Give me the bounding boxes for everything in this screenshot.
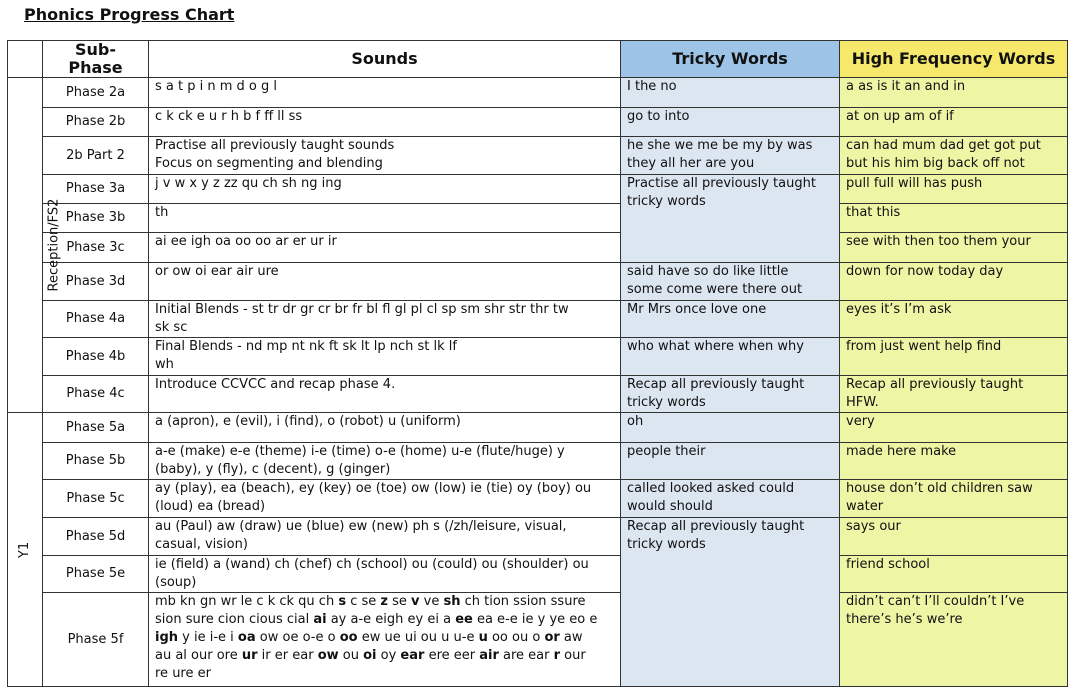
hfw-cell [840,338,1068,376]
cell-line: Practise all previously taught sounds [155,138,395,153]
sounds-header: Sounds [149,41,621,78]
cell-line: tricky words [627,537,706,552]
sounds-cell [149,263,621,301]
tricky-words-header: Tricky Words [621,41,840,78]
tricky-words-cell [621,413,840,443]
sub-phase-cell: Phase 2a [43,78,149,108]
sounds-cell [149,480,621,518]
grapheme-text: ow oe o-e o [255,630,340,645]
bold-grapheme: z [380,594,388,609]
sub-phase-cell: Phase 3b [43,204,149,233]
cell-line: (loud) ea (bread) [155,499,266,514]
cell-line: from just went help find [846,339,1002,354]
sub-phase-cell: Phase 3c [43,233,149,263]
sounds-cell [149,443,621,480]
grapheme-text: oy [376,648,401,663]
bold-grapheme: ear [400,648,425,663]
hfw-cell [840,233,1068,263]
bold-grapheme: oo [339,630,358,645]
grapheme-text: re ure er [155,666,211,681]
sounds-cell [149,413,621,443]
hfw-cell [840,413,1068,443]
tricky-words-cell [621,301,840,338]
header-row [8,41,1068,78]
grapheme-text: ew ue ui ou u u-e [357,630,479,645]
cell-line: house don’t old children saw [846,481,1033,496]
grapheme-text: se [387,594,412,609]
table-row [8,137,1068,175]
tricky-words-cell [621,78,840,108]
cell-line: oh [627,414,644,429]
sub-phase-cell: Phase 5b [43,443,149,480]
sounds-cell [149,376,621,413]
cell-line: said have so do like little [627,264,789,279]
cell-line: made here make [846,444,957,459]
hfw-cell [840,137,1068,175]
sub-phase-cell: Phase 3a [43,175,149,204]
table-row [8,556,1068,593]
cell-line: they all her are you [627,156,755,171]
hfw-cell [840,443,1068,480]
sub-phase-cell: Phase 4b [43,338,149,376]
cell-line: go to into [627,109,690,124]
bold-grapheme: ee [455,612,473,627]
table-row [8,338,1068,376]
grapheme-text: ve [419,594,444,609]
cell-line: Recap all previously taught [627,377,805,392]
page-title: Phonics Progress Chart [24,5,235,24]
cell-line: would should [627,499,713,514]
cell-line [155,647,614,665]
hfw-cell [840,263,1068,301]
table-row [8,518,1068,556]
cell-line: Introduce CCVCC and recap phase 4. [155,377,396,392]
table-row [8,204,1068,233]
hfw-cell [840,556,1068,593]
grapheme-text: au al our ore [155,648,242,663]
hfw-cell [840,518,1068,556]
table-row [8,263,1068,301]
cell-line: Mr Mrs once love one [627,302,767,317]
hfw-cell [840,175,1068,204]
bold-grapheme: s [338,594,347,609]
bold-grapheme: sh [443,594,461,609]
sub-phase-cell: Phase 3d [43,263,149,301]
hfw-header: High Frequency Words [840,41,1068,78]
sounds-cell [149,338,621,376]
cell-line: he she we me be my by was [627,138,813,153]
grapheme-text: our [560,648,586,663]
sub-phase-cell: 2b Part 2 [43,137,149,175]
cell-line: I the no [627,79,677,94]
bold-grapheme: air [479,648,499,663]
group-header-cell [8,41,43,78]
hfw-cell [840,480,1068,518]
bold-grapheme: oa [237,630,256,645]
hfw-cell [840,78,1068,108]
cell-line: wh [155,357,174,372]
grapheme-text: oo ou o [487,630,545,645]
grapheme-text: mb kn gn wr le c k ck qu ch [155,594,339,609]
table-row [8,78,1068,108]
hfw-cell [840,593,1068,687]
table-row [8,593,1068,687]
cell-line: water [846,499,884,514]
hfw-cell [840,301,1068,338]
sub-phase-cell: Phase 5e [43,556,149,593]
table-row [8,108,1068,137]
cell-line: sk sc [155,320,188,335]
cell-line: can had mum dad get got put [846,138,1041,153]
grapheme-text: ir er ear [257,648,318,663]
cell-line: or ow oi ear air ure [155,264,279,279]
tricky-words-cell [621,443,840,480]
cell-line: (baby), y (fly), c (decent), g (ginger) [155,462,391,477]
cell-line: but his him big back off not [846,156,1025,171]
cell-line: s a t p i n m d o g l [155,79,277,94]
cell-line: casual, vision) [155,537,248,552]
bold-grapheme: igh [155,630,179,645]
cell-line: ie (field) a (wand) ch (chef) ch (school) ou (could) ou (shoulder) ou [155,557,589,572]
table-row [8,301,1068,338]
sub-phase-cell: Phase 5c [43,480,149,518]
cell-line: down for now today day [846,264,1004,279]
grapheme-text: are ear [498,648,554,663]
cell-line: Practise all previously taught [627,176,816,191]
sub-phase-cell: Phase 4a [43,301,149,338]
grapheme-text: y ie i-e i [178,630,238,645]
bold-grapheme: u [478,630,488,645]
cell-line: (soup) [155,575,197,590]
tricky-words-cell [621,338,840,376]
grapheme-text: ou [338,648,364,663]
cell-line: a as is it an and in [846,79,966,94]
hfw-cell [840,204,1068,233]
cell-line: people their [627,444,706,459]
cell-line: says our [846,519,901,534]
table-row [8,480,1068,518]
phonics-table [7,40,1068,687]
grapheme-text: ea e-e ie y ye eo e [472,612,598,627]
grapheme-text: c se [346,594,381,609]
cell-line: Recap all previously taught [846,377,1024,392]
sounds-cell [149,108,621,137]
cell-line: friend school [846,557,930,572]
table-row [8,175,1068,204]
cell-line [155,593,614,611]
cell-line [155,611,614,629]
grapheme-text: ere eer [424,648,480,663]
tricky-words-cell [621,376,840,413]
grapheme-text: ay a-e eigh ey ei a [326,612,456,627]
bold-grapheme: oi [363,648,377,663]
sub-phase-cell: Phase 2b [43,108,149,137]
sub-phase-cell: Phase 5d [43,518,149,556]
cell-line: a-e (make) e-e (theme) i-e (time) o-e (home) u-e (flute/huge) y [155,444,565,459]
sounds-cell [149,233,621,263]
sounds-cell [149,78,621,108]
hfw-cell [840,108,1068,137]
cell-line: Recap all previously taught [627,519,805,534]
sounds-cell [149,518,621,556]
cell-line: ay (play), ea (beach), ey (key) oe (toe) ow (low) ie (tie) oy (boy) ou [155,481,592,496]
cell-line: Final Blends - nd mp nt nk ft sk lt lp nch st lk lf [155,339,457,354]
cell-line: who what where when why [627,339,804,354]
cell-line: j v w x y z zz qu ch sh ng ing [155,176,342,191]
cell-line: that this [846,205,901,220]
tricky-words-cell [621,263,840,301]
sounds-cell [149,137,621,175]
group-label-reception [8,78,62,413]
cell-line: there’s he’s we’re [846,612,963,627]
cell-line: tricky words [627,395,706,410]
cell-line: very [846,414,875,429]
tricky-words-cell [621,175,840,263]
cell-line: c k ck e u r h b f ff ll ss [155,109,303,124]
bold-grapheme: ow [317,648,339,663]
tricky-words-cell [621,108,840,137]
sub-phase-cell: Phase 5a [43,413,149,443]
cell-line: see with then too them your [846,234,1031,249]
cell-line: called looked asked could [627,481,795,496]
sounds-cell [149,556,621,593]
grapheme-text: aw [559,630,583,645]
sounds-cell [149,175,621,204]
cell-line: tricky words [627,194,706,209]
hfw-cell [840,376,1068,413]
sub-phase-cell: Phase 4c [43,376,149,413]
sounds-cell [149,593,621,687]
cell-line [155,665,614,683]
sub-phase-cell: Phase 5f [43,593,149,687]
group-label-text: Y1 [17,541,32,558]
grapheme-text: sion sure cion cious cial [155,612,314,627]
cell-line: a (apron), e (evil), i (find), o (robot) u (uniform) [155,414,461,429]
cell-line: didn’t can’t I’ll couldn’t I’ve [846,594,1025,609]
tricky-words-cell [621,137,840,175]
cell-line: some come were there out [627,282,803,297]
sounds-cell [149,204,621,233]
sounds-cell [149,301,621,338]
cell-line: pull full will has push [846,176,983,191]
cell-line: th [155,205,169,220]
bold-grapheme: r [553,648,561,663]
table-row [8,413,1068,443]
cell-line [155,629,614,647]
sub-phase-header: Sub-Phase [43,41,149,78]
cell-line: au (Paul) aw (draw) ue (blue) ew (new) ph s (/zh/leisure, visual, [155,519,567,534]
group-label-text: Reception/FS2 [46,198,62,292]
cell-line: at on up am of if [846,109,954,124]
cell-line: eyes it’s I’m ask [846,302,952,317]
tricky-words-cell [621,518,840,687]
table-row [8,376,1068,413]
cell-line: ai ee igh oa oo oo ar er ur ir [155,234,337,249]
bold-grapheme: ai [313,612,327,627]
cell-line: Initial Blends - st tr dr gr cr br fr bl fl gl pl cl sp sm shr str thr tw [155,302,569,317]
bold-grapheme: or [544,630,560,645]
group-label-y1 [8,413,43,687]
table-row [8,443,1068,480]
bold-grapheme: v [411,594,420,609]
cell-line: HFW. [846,395,879,410]
cell-line: Focus on segmenting and blending [155,156,383,171]
bold-grapheme: ur [241,648,258,663]
grapheme-text: ch tion ssion ssure [460,594,586,609]
tricky-words-cell [621,480,840,518]
table-row [8,233,1068,263]
